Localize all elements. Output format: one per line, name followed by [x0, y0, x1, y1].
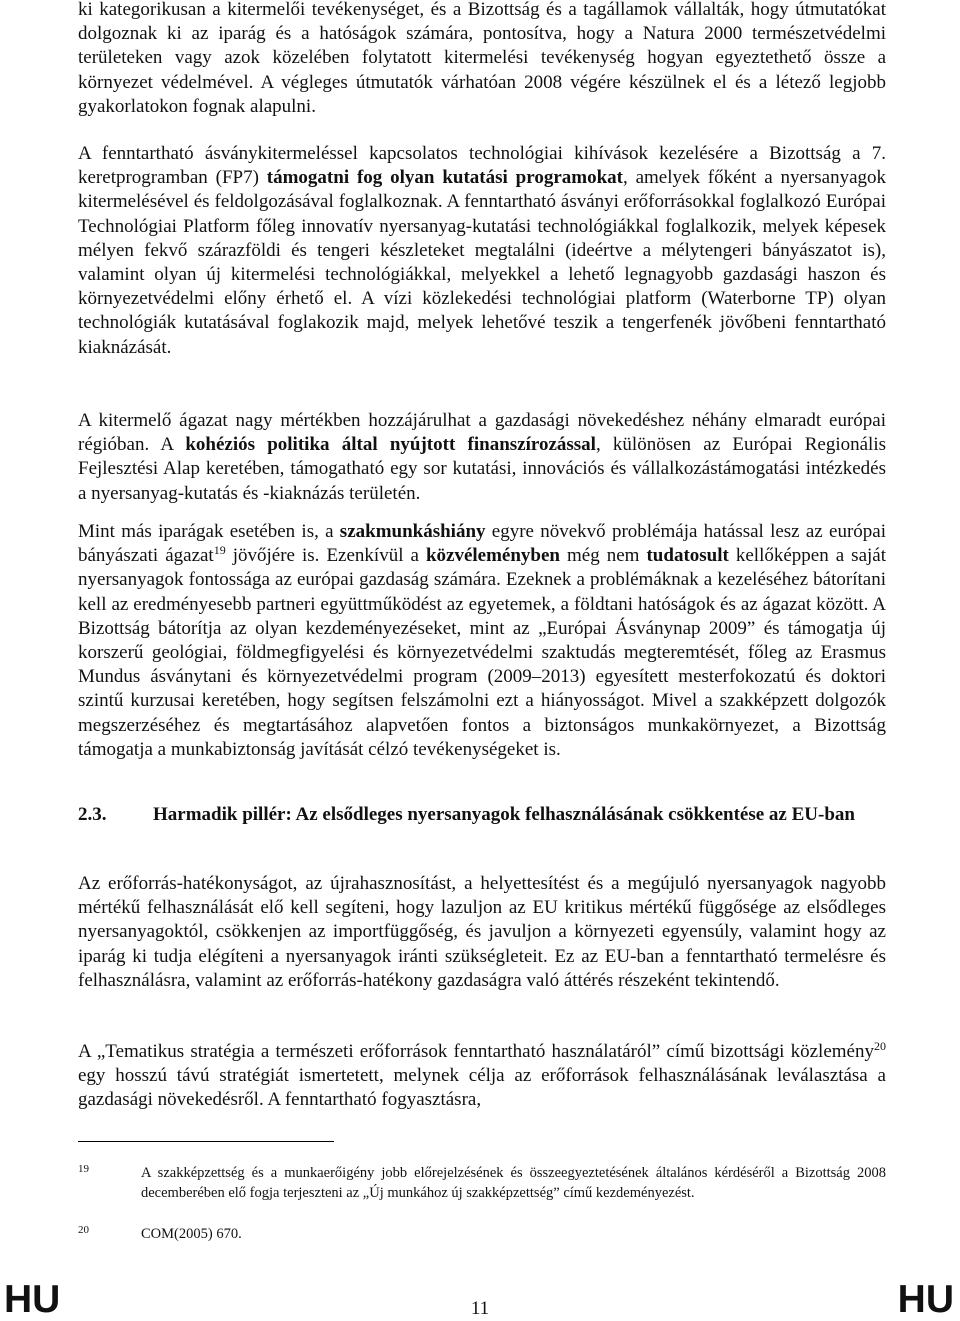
footer-language-right: HU: [897, 1278, 954, 1321]
footnote-mark: 20: [78, 1224, 89, 1236]
paragraph-natura: ki kategorikusan a kitermelői tevékenységet, és a Bizottság és a tagállamok vállalták, hogy útmutatókat dolgoznak ki az iparág és a hatóságok számára, pontosítva, hogy a Natura 2000 természetvédelmi területeken vagy azok közelében folytatott kitermelési tevékenység hogyan egyeztethető össze a környezet védelmével. A végleges útmutatók várhatóan 2008 végére készülnek el és a létező legjobb gyakorlatokon fognak alapulni.: [78, 0, 886, 117]
text-run: Mint más iparágak esetében is, a: [78, 521, 340, 542]
footnote-ref-20[interactable]: 20: [874, 1039, 886, 1053]
text-run: jövőjére is. Ezenkívül a: [225, 545, 426, 567]
footnote-divider: [78, 1141, 334, 1142]
bold-run: kohéziós politika által nyújtott finanszírozással: [185, 434, 596, 456]
text-run: még nem: [560, 545, 647, 567]
footer-language-left: HU: [4, 1278, 61, 1321]
text-run: , különösen az Európai Regionális Fejlesztési Alap keretében, támogatható egy sor kutatási, innovációs és vállalkozástámogatási intézkedés a nyersanyag-kutatás és -kiaknázás területén.: [78, 434, 886, 504]
footnote-20: [78, 1224, 886, 1244]
text-run: egyre növekvő problémája hatással lesz az európai bányászati ágazat: [78, 521, 886, 567]
paragraph-skills: [78, 520, 886, 762]
bold-run: közvéleményben: [425, 545, 560, 567]
footnote-ref-19[interactable]: 19: [213, 543, 226, 558]
page-number: 11: [470, 1298, 490, 1319]
text-run: kellőképpen a saját nyersanyagok fontossága az európai gazdaság számára. Ezeknek a problémáknak a kezeléséhez bátorítani kell az eredményesebb partneri együttműködést az egyetemek, a földtani hatóságok és az ágazat között. A Bizottság bátorítja az olyan kezdeményezéseket, mint az „Európai Ásványnap 2009” és támogatja új korszerű geológiai, földmegfigyelési és környezetvédelmi szaktudás megteremtését, főleg az Erasmus Mundus ásványtani és környezetvédelmi program (2009–2013) egyesített mesterfokozatú és doktori szintű kurzusai keretében, hogy segítsen felszámolni ezt a hiányosságot. Mivel a szakképzett dolgozók megszerzéséhez és megtartásához alapvetően fontos a biztonságos munkakörnyezet, a Bizottság támogatja a munkabiztonság javítását célzó tevékenységeket is.: [78, 545, 887, 760]
text-run: A „Tematikus stratégia a természeti erőforrások fenntartható használatáról” című bizottsági közlemény: [78, 1041, 874, 1062]
bold-run: támogatni fog olyan kutatási programokat: [266, 167, 623, 189]
text-run: , amelyek főként a nyersanyagok kitermelésével és feldolgozásával foglalkoznak. A fenntartható ásványi erőforrásokkal foglalkozó Európai Technológiai Platform főleg innovatív nyersanyag-kutatási technológiákkal foglalkozik, melyek képesek mélyen fekvő szárazföldi és tengeri készleteket megtalálni (ideértve a mélytengeri bányászatot is), valamint olyan új kitermelési technológiákkal, melyekkel a lehető legnagyobb gazdasági haszon és környezetvédelmi előny érhető el. A vízi közlekedési technológiai platform (Waterborne TP) olyan technológiák kutatásával foglakozik majd, melyek lehetővé teszik a tengerfenék jövőbeni fenntartható kiaknázását.: [78, 167, 887, 358]
paragraph-efficiency: Az erőforrás-hatékonyságot, az újrahasznosítást, a helyettesítést és a megújuló nyersanyagok nagyobb mértékű felhasználását elő kell segíteni, hogy lazuljon az EU kritikus mértékű függősége az elsődleges nyersanyagoktól, csökkenjen az importfüggőség, és javuljon a környezeti egyensúly, valamint hogy az iparág ki tudja elégíteni a nyersanyagok iránti szükségleteit. Ez az EU-ban a fenntartható termelésre és felhasználásra, valamint az erőforrás-hatékony gazdaságra való áttérés részeként tekintendő.: [78, 873, 886, 991]
bold-run: szakmunkáshiány: [339, 521, 486, 542]
text-run: egy hosszú távú stratégiát ismertetett, melynek célja az erőforrások felhasználásának leválasztása a gazdasági növekedésről. A fenntartható fogyasztásra,: [78, 1065, 886, 1111]
paragraph-technology: [78, 142, 886, 360]
footnote-mark: 19: [78, 1163, 89, 1175]
section-title: Harmadik pillér: Az elsődleges nyersanyagok felhasználásának csökkentése az EU-ban: [153, 804, 855, 825]
paragraph-strategy: [78, 1040, 886, 1113]
footnote-text: COM(2005) 670.: [141, 1226, 242, 1242]
paragraph-cohesion: [78, 409, 886, 506]
text-run: A fenntartható ásványkitermeléssel kapcsolatos technológiai kihívások kezelésére a Bizottság a 7. keretprogramban (FP7): [78, 143, 886, 189]
section-heading: [78, 802, 886, 828]
footnote-19: [78, 1163, 886, 1203]
text-run: A kitermelő ágazat nagy mértékben hozzájárulhat a gazdasági növekedéshez néhány elmaradt európai régióban. A: [78, 410, 886, 456]
footnote-text: A szakképzettség és a munkaerőigény jobb előrejelzésének és összeegyeztetésének általános kérdéséről a Bizottság 2008 decemberében elő fogja terjeszteni az „Új munkához új szakképzettség” című kezdeményezést.: [141, 1165, 886, 1201]
section-number: 2.3.: [78, 804, 107, 825]
bold-run: tudatosult: [646, 545, 729, 567]
